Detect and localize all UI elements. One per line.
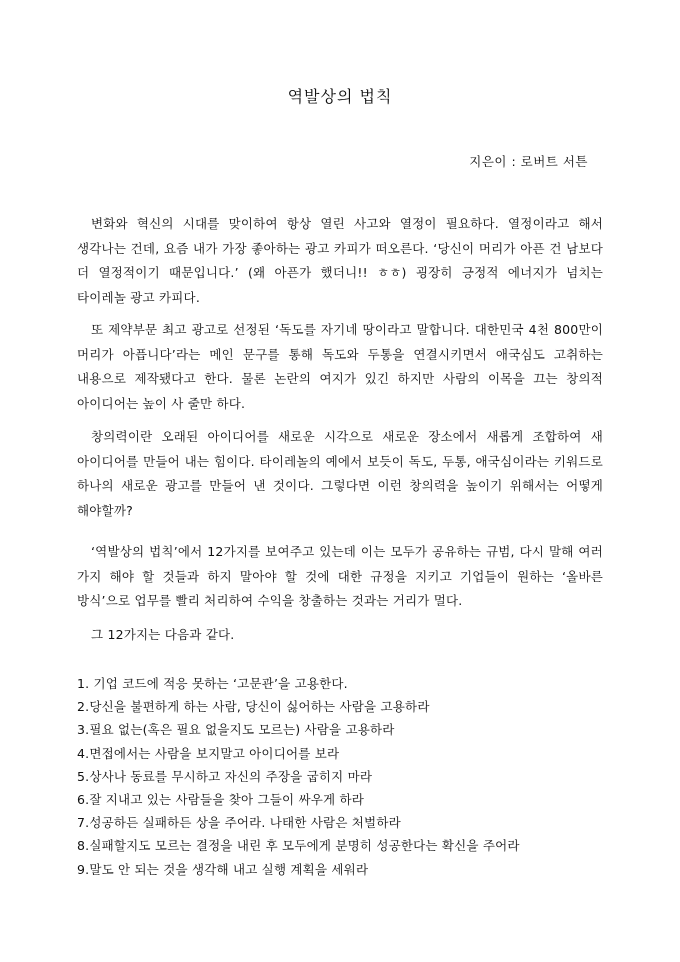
list-item: 2.당신을 불편하게 하는 사람, 당신이 싫어하는 사람을 고용하라 (77, 699, 430, 715)
page-title: 역발상의 법칙 (287, 87, 393, 106)
list-item: 8.실패할지도 모르는 결정을 내린 후 모두에게 분명히 성공한다는 확신을 주어라 (77, 838, 520, 854)
paragraph: ‘역발상의 법칙’에서 12가지를 보여주고 있는데 이는 모두가 공유하는 규범, 다시 말해 여러 가지 해야 할 것들과 하지 말아야 할 것에 대한 규정을 지키고 기업들이 원하는 ‘올바른 방식’으로 업무를 빨리 처리하여 수익을 창출하는 것과는 거리가 멀다. (77, 544, 603, 608)
list-item: 6.잘 지내고 있는 사람들을 찾아 그들이 싸우게 하라 (77, 791, 365, 807)
rules-list (77, 672, 603, 881)
paragraph: 또 제약부문 최고 광고로 선정된 ‘독도를 자기네 땅이라고 말합니다. 대한민국 4천 800만이 머리가 아픕니다’라는 메인 문구를 통해 독도와 두통을 연결시키면서 애국심도 고취하는 내용으로 제작됐다고 한다. 물론 논란의 여지가 있긴 하지만 사람의 이목을 끄는 창의적 아이디어는 높이 사 줄만 하다. (77, 322, 603, 411)
paragraph: 창의력이란 오래된 아이디어를 새로운 시각으로 새로운 장소에서 새롭게 조합하여 새 아이디어를 만들어 내는 힘이다. 타이레놀의 예에서 보듯이 독도, 두통, 애국심이라는 키워드로 하나의 새로운 광고를 만들어 낸 것이다. 그렇다면 이런 창의력을 높이기 위해서는 어떻게 해야할까? (77, 429, 603, 518)
list-item: 3.필요 없는(혹은 필요 없을지도 모르는) 사람을 고용하라 (77, 722, 395, 738)
list-item: 1. 기업 코드에 적응 못하는 ‘고문관’을 고용한다. (77, 676, 348, 691)
author-line: 지은이 : 로버트 서튼 (469, 154, 588, 169)
list-item: 5.상사나 동료를 무시하고 자신의 주장을 굽히지 마라 (77, 768, 373, 784)
list-item: 7.성공하든 실패하든 상을 주어라. 나태한 사람은 처벌하라 (77, 815, 401, 831)
paragraph: 그 12가지는 다음과 같다. (91, 627, 235, 642)
list-item: 4.면접에서는 사람을 보지말고 아이디어를 보라 (77, 745, 340, 761)
list-item: 9.말도 안 되는 것을 생각해 내고 실행 계획을 세워라 (77, 861, 369, 877)
paragraph: 변화와 혁신의 시대를 맞이하여 항상 열린 사고와 열정이 필요하다. 열정이라고 해서 생각나는 건데, 요즘 내가 가장 좋아하는 광고 카피가 떠오른다. ‘당신이 머리가 아픈 건 남보다 더 열정적이기 때문입니다.’ (왜 아픈가 했더니!! ㅎㅎ) 굉장히 긍정적 에너지가 넘치는 타이레놀 광고 카피다. (77, 216, 603, 305)
